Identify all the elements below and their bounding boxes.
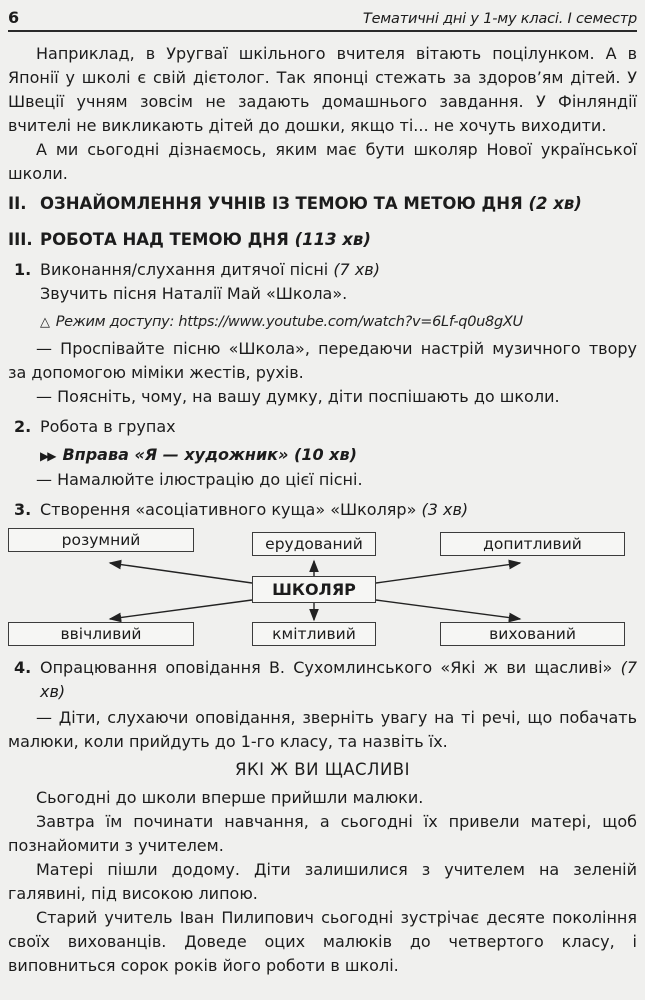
exercise-line (40, 443, 637, 468)
triangle-icon: △ (40, 315, 50, 330)
diagram-box-shkoliar: ШКОЛЯР (252, 576, 376, 603)
item-1-title: Виконання/слухання дитячої пісні (40, 260, 334, 279)
section-2-number: II. (8, 194, 27, 213)
list-item-1 (8, 258, 637, 282)
teacher-prompt: — Поясніть, чому, на вашу думку, діти поспішають до школи. (36, 387, 560, 406)
page-header (8, 0, 637, 32)
item-3-title: Створення «асоціативного куща» «Школяр» (40, 500, 422, 519)
story-title: ЯКІ Ж ВИ ЩАСЛИВІ (234, 760, 410, 779)
diagram-box-kmitlyvyi: кмітливий (252, 622, 376, 646)
access-url-text: Режим доступу: https://www.youtube.com/watch?v=6Lf-q0u8gXU (55, 314, 523, 330)
section-2-title: ОЗНАЙОМЛЕННЯ УЧНІВ ІЗ ТЕМОЮ ТА МЕТОЮ ДНЯ (40, 194, 529, 213)
list-item-3 (8, 498, 637, 522)
item-1-line-2: Звучить пісня Наталії Май «Школа». (40, 284, 348, 303)
section-3-title: РОБОТА НАД ТЕМОЮ ДНЯ (40, 230, 295, 249)
item-3-time: (3 хв) (421, 500, 469, 519)
story-paragraph: Завтра їм починати навчання, а сьогодні їх привели матері, щоб познайомити з учителем. (8, 812, 637, 855)
item-3-number: 3. (14, 500, 32, 519)
item-1-number: 1. (14, 260, 32, 279)
diagram-box-erudovanyi: ерудований (252, 532, 376, 556)
item-2-number: 2. (14, 417, 32, 436)
item-2-title: Робота в групах (40, 417, 176, 436)
intro-paragraph-1: Наприклад, в Уругваї шкільного вчителя вітають поцілунком. А в Японії у школі є свій дієтолог. Так японці стежать за здоров’ям дітей. У Швеції учням зовсім не задають домашнього завдання. У Фінляндії вчителі не викликають дітей до дошки, якщо ті... не хочуть виходити. (8, 44, 637, 135)
section-2-time: (2 хв) (528, 194, 582, 213)
list-item-4 (8, 656, 637, 704)
item-4-title: Опрацювання оповідання В. Сухомлинського «Які ж ви щасливі» (40, 658, 621, 677)
section-heading-2 (8, 192, 637, 216)
teacher-prompt: — Проспівайте пісню «Школа», передаючи настрій музичного твору за допомогою міміки жестів, рухів. (8, 339, 637, 382)
list-item-2 (8, 415, 637, 439)
item-1-time: (7 хв) (333, 260, 380, 279)
diagram-box-vvichlyvyi: ввічливий (8, 622, 194, 646)
teacher-prompt: — Діти, слухаючи оповідання, зверніть увагу на ті речі, що побачать малюки, коли прийдуть до 1-го класу, та назвіть їх. (8, 708, 637, 751)
diagram-box-rozumnyi: розумний (8, 528, 194, 552)
diagram-box-dopytlyvyi: допитливий (440, 532, 625, 556)
section-heading-3 (8, 228, 637, 252)
exercise-time: (10 хв) (294, 445, 357, 464)
intro-paragraph-2: А ми сьогодні дізнаємось, яким має бути школяр Нової української школи. (8, 140, 637, 183)
double-arrow-icon: ▶▶ (40, 449, 55, 463)
section-3-number: III. (8, 230, 33, 249)
association-bush-diagram (8, 528, 637, 648)
story-paragraph: Сьогодні до школи вперше прийшли малюки. (36, 788, 424, 807)
item-4-time: (7 хв) (40, 658, 637, 701)
teacher-prompt: — Намалюйте ілюстрацію до цієї пісні. (36, 470, 363, 489)
story-paragraph: Матері пішли додому. Діти залишилися з учителем на зеленій галявині, під високою липою. (8, 860, 637, 903)
exercise-title: Вправа «Я — художник» (62, 445, 294, 464)
section-3-time: (113 хв) (294, 230, 371, 249)
page-number: 6 (8, 8, 20, 27)
access-link-line (40, 312, 637, 333)
item-4-number: 4. (14, 658, 32, 677)
diagram-box-vykhovanyi: вихований (440, 622, 625, 646)
story-paragraph: Старий учитель Іван Пилипович сьогодні зустрічає десяте покоління своїх вихованців. Доведе оцих малюків до четвертого класу, і виповниться сорок років його роботи в школі. (8, 908, 637, 975)
running-title: Тематичні дні у 1-му класі. І семестр (362, 11, 637, 27)
